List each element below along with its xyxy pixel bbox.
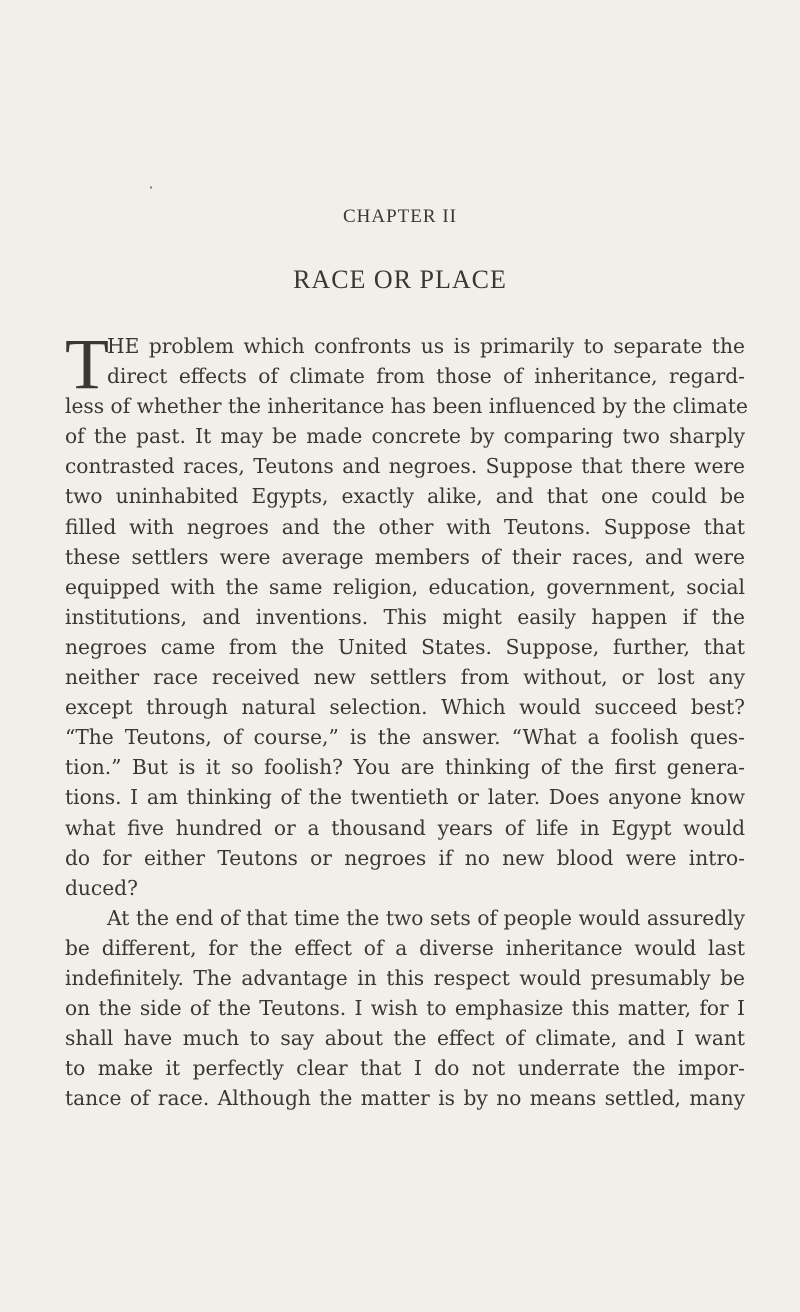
- text-line: on the side of the Teutons. I wish to emphasize this matter, for I: [65, 996, 745, 1021]
- text-line: what five hundred or a thousand years of life in Egypt would: [65, 815, 745, 840]
- text-line: institutions, and inventions. This might easily happen if the: [65, 604, 745, 629]
- drop-cap: T: [65, 324, 109, 404]
- opening-paragraph-start: [65, 324, 745, 404]
- text-line: tions. I am thinking of the twentieth or later. Does anyone know: [65, 785, 745, 810]
- text-line: indefinitely. The advantage in this respect would presumably be: [65, 965, 745, 990]
- text-line: neither race received new settlers from without, or lost any: [65, 665, 745, 690]
- text-line: HE problem which confronts us is primarily to separate the: [107, 334, 745, 358]
- chapter-title: RACE OR PLACE: [293, 265, 507, 294]
- text-line: except through natural selection. Which would succeed best?: [65, 695, 745, 720]
- text-line: contrasted races, Teutons and negroes. Suppose that there were: [65, 454, 745, 479]
- body-text: [65, 324, 748, 1113]
- text-line: equipped with the same religion, education, government, social: [65, 574, 745, 599]
- text-line: filled with negroes and the other with Teutons. Suppose that: [65, 514, 745, 539]
- text-line: to make it perfectly clear that I do not underrate the impor-: [65, 1056, 745, 1081]
- text-line: less of whether the inheritance has been influenced by the climate: [65, 394, 748, 419]
- text-line: negroes came from the United States. Suppose, further, that: [65, 634, 745, 659]
- text-line: these settlers were average members of their races, and were: [65, 544, 745, 569]
- text-line: do for either Teutons or negroes if no new blood were intro-: [65, 845, 745, 870]
- text-line: direct effects of climate from those of inheritance, regard-: [107, 364, 745, 389]
- text-line: two uninhabited Egypts, exactly alike, and that one could be: [65, 484, 745, 509]
- text-line: be different, for the effect of a diverse inheritance would last: [65, 935, 745, 960]
- text-line: of the past. It may be made concrete by comparing two sharply: [65, 424, 745, 449]
- text-line: tance of race. Although the matter is by no means settled, many: [65, 1086, 745, 1111]
- text-line: At the end of that time the two sets of people would assuredly: [107, 905, 745, 930]
- page-speck: [150, 186, 152, 189]
- text-line: tion.” But is it so foolish? You are thinking of the first genera-: [65, 755, 745, 780]
- text-line: duced?: [65, 875, 138, 900]
- chapter-label: CHAPTER II: [343, 206, 457, 227]
- text-line: “The Teutons, of course,” is the answer. “What a foolish ques-: [65, 725, 745, 750]
- text-line: shall have much to say about the effect of climate, and I want: [65, 1026, 745, 1051]
